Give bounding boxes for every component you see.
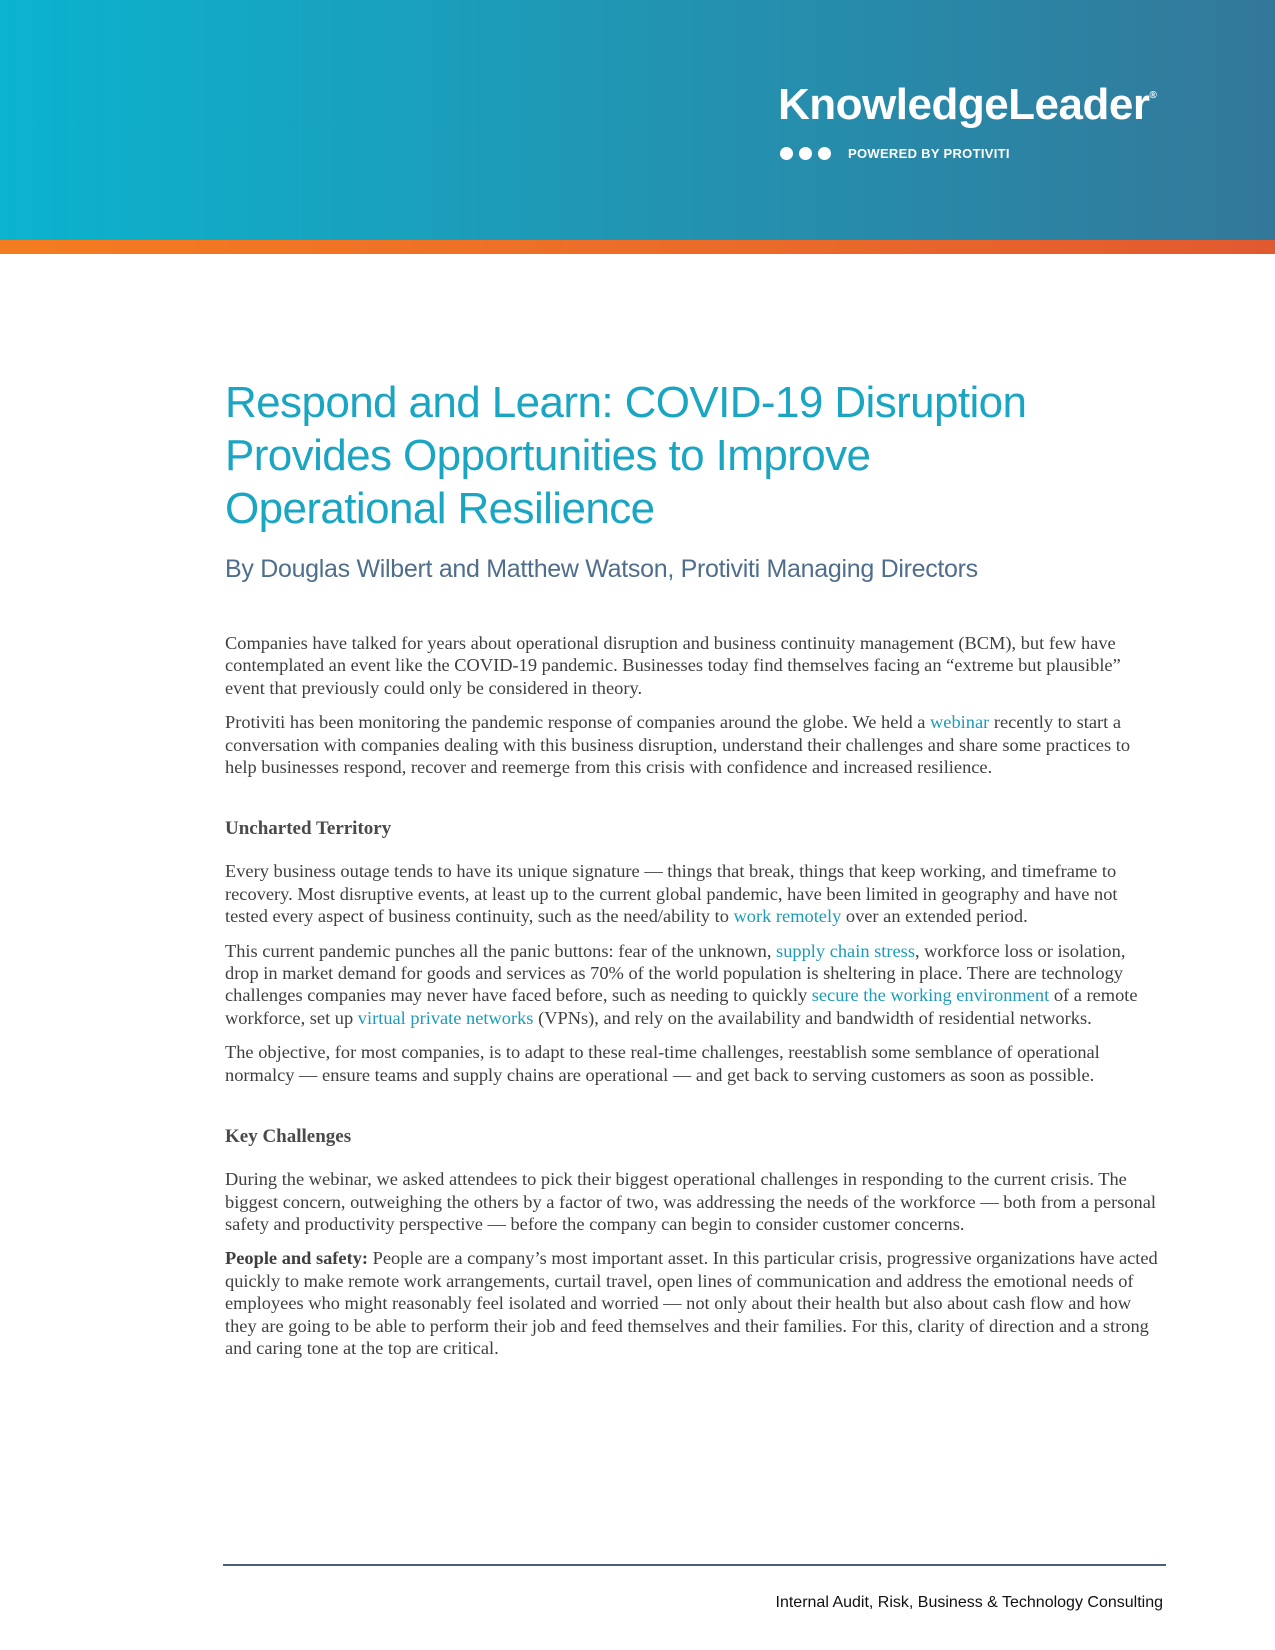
logo-text: KnowledgeLeader xyxy=(778,80,1150,129)
secure-working-environment-link[interactable]: secure the working environment xyxy=(811,985,1050,1006)
title-line-3: Operational Resilience xyxy=(225,484,655,533)
dots-icon xyxy=(780,147,831,160)
section1-paragraph-3: The objective, for most companies, is to adapt to these real-time challenges, reestablish some semblance of operational normalcy — ensure teams and supply chains are operational — and get back to serving customers as soon as possible. xyxy=(225,1042,1100,1085)
webinar-link[interactable]: webinar xyxy=(930,712,990,733)
page-title xyxy=(225,376,1160,535)
section2-paragraph-2: People and safety: People are a company’s most important asset. In this particular crisis, progressive organizations have acted quickly to make remote work arrangements, curtail travel, open lines of communication and address the emotional needs of employees who might reasonably feel isolated and worried — not only about their health but also about cash flow and how they are going to be able to perform their job and feed themselves and their families. For this, clarity of direction and a strong and caring tone at the top are critical. xyxy=(225,1248,1158,1358)
section1-paragraph-1: Every business outage tends to have its unique signature — things that break, things that keep working, and timeframe to recovery. Most disruptive events, at least up to the current global pandemic, have been limited in geography and have not tested every aspect of business continuity, such as the need/ability to work remotely over an extended period. xyxy=(225,861,1118,927)
registered-mark: ® xyxy=(1149,90,1157,101)
supply-chain-stress-link[interactable]: supply chain stress xyxy=(776,940,915,961)
byline: By Douglas Wilbert and Matthew Watson, Protiviti Managing Directors xyxy=(225,555,978,583)
virtual-private-networks-link[interactable]: virtual private networks xyxy=(357,1007,534,1028)
section-heading-key-challenges: Key Challenges xyxy=(225,1126,352,1148)
intro-paragraph-1: Companies have talked for years about operational disruption and business continuity management (BCM), but few have contemplated an event like the COVID-19 pandemic. Businesses today find themselves facing an “extreme but plausible” event that previously could only be considered in theory. xyxy=(225,633,1121,698)
footer-divider xyxy=(223,1564,1166,1566)
knowledgeleader-logo[interactable] xyxy=(778,80,1156,130)
section2-paragraph-1: During the webinar, we asked attendees to pick their biggest operational challenges in responding to the current crisis. The biggest concern, outweighing the others by a factor of two, was addressing the needs of the workforce — both from a personal safety and productivity perspective — before the company can begin to consider customer concerns. xyxy=(225,1169,1157,1234)
article-body xyxy=(225,376,1160,1371)
intro-paragraph-2: Protiviti has been monitoring the pandemic response of companies around the globe. We held a webinar recently to start a conversation with companies dealing with this business disruption, understand their challenges and share some practices to help businesses respond, recover and reemerge from this crisis with confidence and increased resilience. xyxy=(225,712,1131,778)
powered-by-tagline: POWERED BY PROTIVITI xyxy=(848,146,1010,161)
header-banner xyxy=(0,0,1275,240)
title-line-2: Provides Opportunities to Improve xyxy=(225,431,871,480)
people-and-safety-lead: People and safety: xyxy=(225,1248,369,1269)
header-accent-stripe xyxy=(0,240,1275,254)
title-line-1: Respond and Learn: COVID-19 Disruption xyxy=(225,378,1027,427)
footer-tagline: Internal Audit, Risk, Business & Technology Consulting xyxy=(775,1594,1163,1611)
section1-paragraph-2: This current pandemic punches all the panic buttons: fear of the unknown, supply chain stress, workforce loss or isolation, drop in market demand for goods and services as 70% of the world population is sheltering in place. There are technology challenges companies may never have faced before, such as needing to quickly secure the working environment of a remote workforce, set up virtual private networks (VPNs), and rely on the availability and bandwidth of residential networks. xyxy=(225,940,1138,1028)
section-heading-uncharted-territory: Uncharted Territory xyxy=(225,818,392,840)
work-remotely-link[interactable]: work remotely xyxy=(733,906,842,927)
